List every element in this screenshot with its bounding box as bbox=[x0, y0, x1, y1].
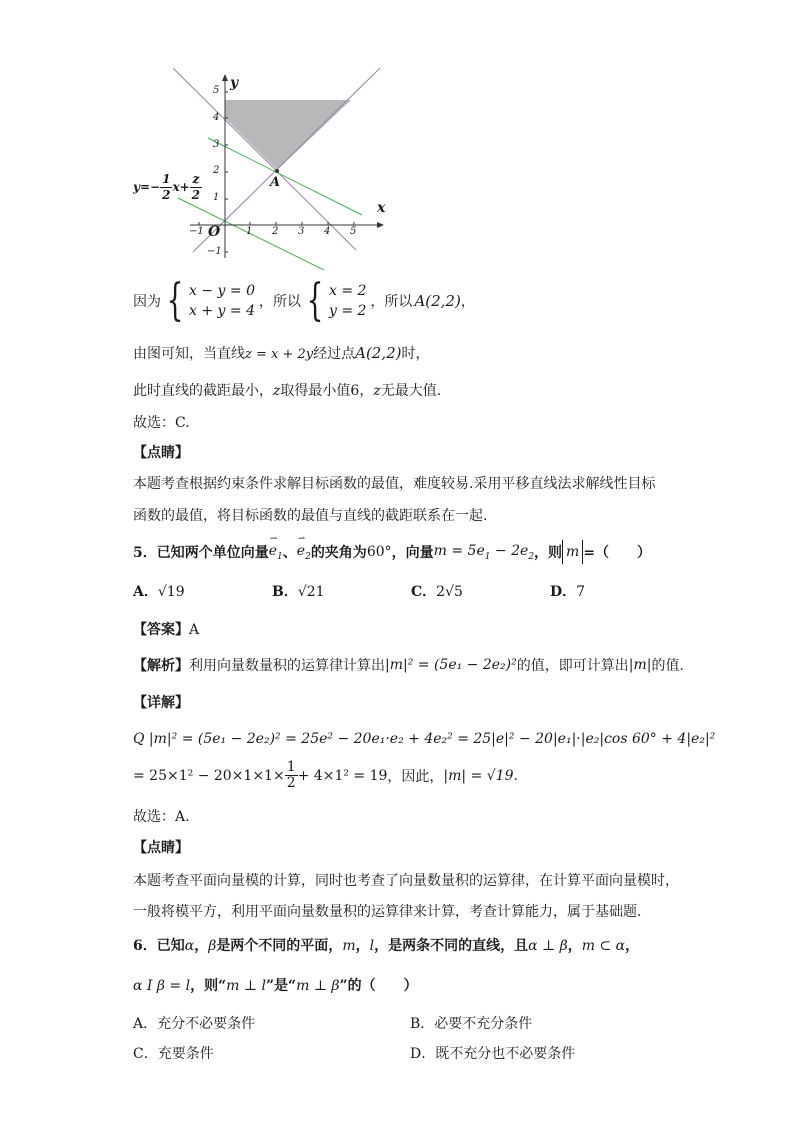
y-tick-3: 3 bbox=[213, 139, 220, 150]
x-axis-arrow bbox=[377, 222, 384, 228]
q5-stem: 5．已知两个单位向量 ⇀ $e_1$ 、 ⇀ $e_2$ 的夹角为 60° ，向量 $m = 5e_1 - 2e_2$ ，则 m =（ ） bbox=[133, 540, 651, 564]
q6-option-b: B．必要不充分条件 bbox=[410, 1016, 533, 1032]
x-tick-1: 1 bbox=[246, 226, 253, 237]
because-text: 因为 bbox=[133, 294, 161, 310]
comma: ， bbox=[460, 294, 475, 310]
system-equations-line bbox=[133, 276, 475, 326]
y-tick-1: 1 bbox=[213, 192, 220, 203]
q5-detail-line2: = 25×1² − 20×1×1× $\frac{1}{2}$ + 4×1² = 19 ，因此， |m| = √19 . bbox=[133, 759, 518, 791]
q5-dianjing: 【点睛】 bbox=[133, 840, 189, 856]
point-a-label: A bbox=[270, 175, 281, 190]
q5-option-b: B．√21 bbox=[272, 584, 325, 600]
feasible-region-graph bbox=[0, 0, 794, 270]
q5-detail-line1: Q |m|² = (5e₁ − 2e₂)² = 25e² − 20e₁·e₂ + 4e₂² = 25|e|² − 20|e₁|·|e₂|cos 60° + 4|e₂|² bbox=[133, 731, 716, 747]
feasible-region bbox=[225, 100, 351, 170]
line-label-frac2: $\frac{z}{2}$ bbox=[191, 172, 201, 202]
q5-comment2: 一般将模平方，利用平面向量数量积的运算律来计算，考查计算能力，属于基础题. bbox=[133, 904, 642, 920]
x-tick-3: 3 bbox=[298, 226, 305, 237]
system-1: x − y = 0 x + y = 4 bbox=[189, 283, 255, 319]
y-tick-5: 5 bbox=[213, 85, 220, 96]
y-tick-4: 4 bbox=[213, 112, 220, 123]
x-tick-5: 5 bbox=[350, 226, 357, 237]
system-2: x = 2 y = 2 bbox=[328, 283, 367, 319]
q5-option-a: A．√19 bbox=[133, 584, 185, 600]
sol4-line2: 由图可知，当直线z = x + 2y经过点A(2,2)时， bbox=[133, 344, 430, 362]
q5-comment1: 本题考查平面向量模的计算，同时也考查了向量数量积的运算律，在计算平面向量模时， bbox=[133, 873, 679, 889]
point-a-coord: A(2,2) bbox=[414, 292, 461, 310]
q5-answer: 【答案】A bbox=[133, 622, 200, 638]
line-label-prefix: y=− bbox=[133, 180, 161, 194]
sol4-choose: 故选：C. bbox=[133, 415, 190, 431]
q6-option-d: D．既不充分也不必要条件 bbox=[410, 1046, 576, 1062]
y-tick-2: 2 bbox=[213, 165, 220, 176]
sol4-dianjing: 【点睛】 bbox=[133, 445, 189, 461]
half-fraction: $\frac{1}{2}$ bbox=[286, 759, 296, 791]
x-tick-4: 4 bbox=[324, 226, 331, 237]
q5-option-c: C．2√5 bbox=[411, 584, 463, 600]
q6-option-c: C．充要条件 bbox=[133, 1046, 214, 1062]
left-brace-2: { bbox=[306, 275, 324, 326]
sol4-comment1: 本题考查根据约束条件求解目标函数的最值，难度较易.采用平移直线法求解线性目标 bbox=[133, 476, 656, 492]
objective-line-label bbox=[133, 172, 202, 203]
origin-label: O bbox=[208, 224, 221, 240]
y-axis-label: y bbox=[230, 75, 239, 91]
y-axis-arrow bbox=[222, 74, 228, 81]
line-label-frac1: $\frac{1}{2}$ bbox=[162, 172, 171, 202]
sol4-comment2: 函数的最值，将目标函数的最值与直线的截距联系在一起. bbox=[133, 508, 488, 524]
x-axis-label: x bbox=[377, 200, 386, 216]
line-label-mid: x+ bbox=[172, 180, 190, 194]
line-x-minus-y-0 bbox=[193, 68, 380, 252]
q5-analysis: 【解析】 利用向量数量积的运算律计算出 |m|² = (5e₁ − 2e₂)² 的值，即可计算出 |m| 的值. bbox=[133, 657, 684, 674]
q6-stem-line1: 6．已知α，β是两个不同的平面，m，l，是两条不同的直线，且α ⊥ β，m ⊂ α， bbox=[133, 938, 640, 954]
q5-choose: 故选：A. bbox=[133, 809, 190, 825]
x-tick-neg1: −1 bbox=[189, 226, 204, 237]
q6-stem-line2: α I β = l，则“m ⊥ l”是“m ⊥ β”的（ ） bbox=[133, 978, 418, 994]
line-x-plus-y-4 bbox=[173, 68, 356, 250]
sol4-line3: 此时直线的截距最小，z取得最小值6，z无最大值. bbox=[133, 383, 442, 399]
left-brace-1: { bbox=[166, 275, 184, 326]
so-text-2: ，所以 bbox=[370, 294, 413, 310]
q5-option-d: D．7 bbox=[550, 584, 586, 600]
q5-detail-tag: 【详解】 bbox=[133, 695, 189, 711]
x-tick-2: 2 bbox=[272, 226, 279, 237]
q6-option-a: A．充分不必要条件 bbox=[133, 1016, 256, 1032]
point-a-dot bbox=[275, 169, 279, 173]
y-tick-neg1: −1 bbox=[207, 246, 222, 257]
so-text: ，所以 bbox=[258, 294, 301, 310]
